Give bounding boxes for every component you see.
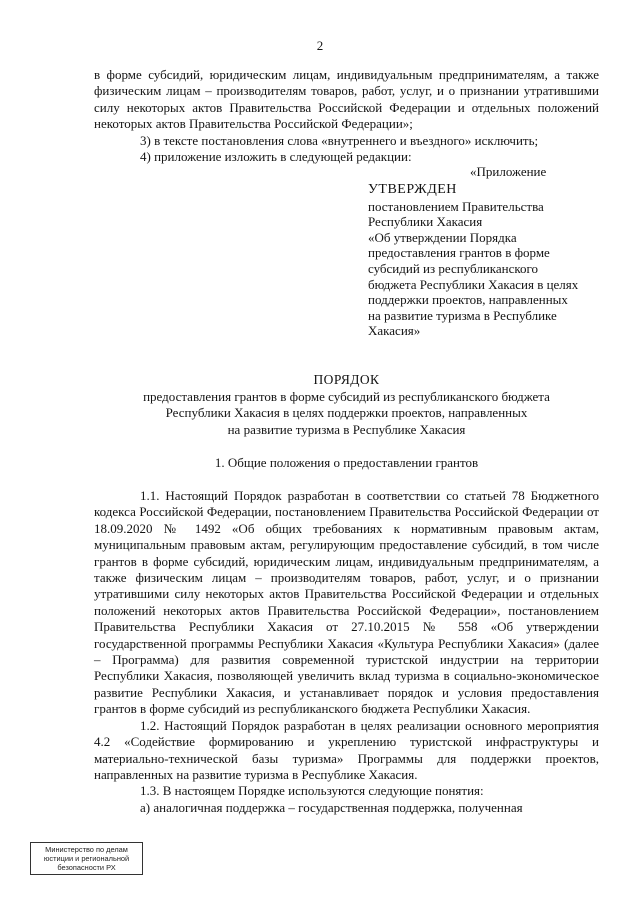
paragraph-1-3: 1.3. В настоящем Порядке используются следующие понятия: [140,783,484,799]
ministry-stamp: Министерство по делам юстиции и региональной безопасности РХ [30,842,143,875]
document-subtitle: предоставления грантов в форме субсидий из республиканского бюджета Республики Хакасия в целях поддержки проектов, направленных на развитие туризма в Республике Хакасия [143,389,550,437]
amendment-item-3: 3) в тексте постановления слова «внутреннего и въездного» исключить; [140,132,539,148]
section-heading: 1. Общие положения о предоставлении грантов [214,455,479,470]
page-number: 2 [316,38,324,53]
continuation-paragraph: в форме субсидий, юридическим лицам, индивидуальным предпринимателям, а также физическим лицам – производителям товаров, работ, услуг, и о признании утратившими силу некоторых актов Правительства Российской Федерации и отдельных положений некоторых актов Правительства Российской Федерации»; [94,67,599,132]
document-title: ПОРЯДОК [313,372,380,387]
paragraph-1-1: 1.1. Настоящий Порядок разработан в соответствии со статьей 78 Бюджетного кодекса Российской Федерации, постановлением Правительства Российской Федерации от 18.09.2020 № 1492 «Об общих требованиях к нормативным правовым актам, муниципальным правовым актам, регулирующим предоставление субсидий, в том числе грантов в форме субсидий, юридическим лицам, индивидуальным предпринимателям, а также физическим лицам – производителям товаров, работ, услуг, и о признании утратившими силу некоторых актов Правительства Российской Федерации и отдельных положений некоторых актов Правительства Российской Федерации», постановлением Правительства Республики Хакасия от 27.10.2015 № 558 «Об утверждении государственной программы Республики Хакасия «Культура Республики Хакасия» (далее – Программа) для развития современной туристской индустрии на территории Республики Хакасия, позволяющей увеличить вклад туризма в социально-экономическое развитие Республики Хакасия, и устанавливает порядок и условия предоставления грантов в форме субсидий из республиканского бюджета Республики Хакасия. [94,488,599,717]
paragraph-1-2: 1.2. Настоящий Порядок разработан в целях реализации основного мероприятия 4.2 «Содействие формированию и укреплению туристской инфраструктуры и материально-технической базы туризма» Программы для поддержки проектов, направленных на развитие туризма в Республике Хакасия. [94,717,599,782]
paragraph-1-3-a: а) аналогичная поддержка – государственная поддержка, полученная [140,799,523,815]
approval-heading: УТВЕРЖДЕН [368,182,457,197]
appendix-label: «Приложение [470,164,547,179]
approval-block [368,182,608,339]
continuation-text [94,67,599,165]
main-text [94,488,599,816]
approval-details: постановлением Правительства Республики Хакасия «Об утверждении Порядка предоставления грантов в форме субсидий из республиканского бюджета Республики Хакасия в целях поддержки проектов, направленных на развитие туризма в Республике Хакасия» [368,198,579,339]
amendment-item-4: 4) приложение изложить в следующей редакции: [140,149,412,165]
